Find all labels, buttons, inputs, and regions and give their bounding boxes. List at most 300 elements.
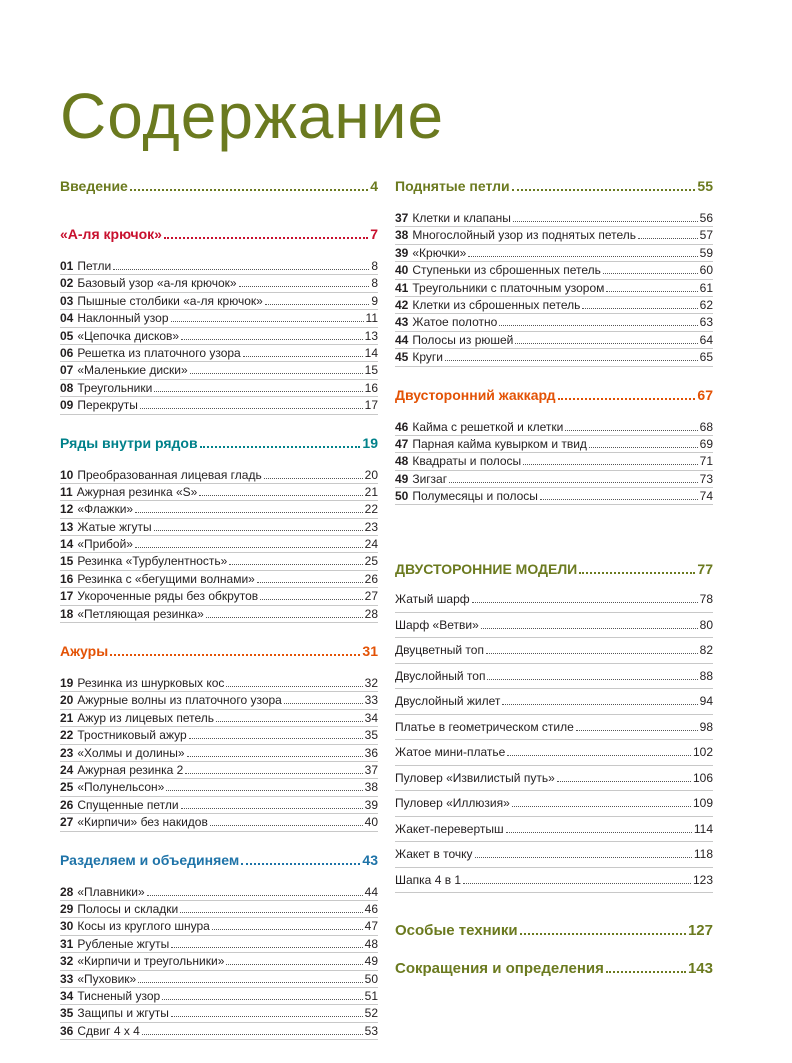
toc-entry-list [60, 884, 378, 1041]
toc-model-entry[interactable] [395, 791, 713, 817]
toc-entry[interactable] [60, 310, 378, 327]
toc-entry[interactable] [60, 953, 378, 970]
entry-page: 123 [692, 872, 713, 887]
dot-leader [190, 373, 363, 374]
toc-entry[interactable] [60, 1023, 378, 1040]
entry-page: 26 [364, 571, 378, 586]
toc-model-entry[interactable] [395, 638, 713, 664]
toc-section-heading-raised[interactable] [395, 176, 713, 196]
entry-title: Зигзаг [412, 471, 448, 486]
dot-leader [638, 238, 698, 239]
toc-entry[interactable] [60, 275, 378, 292]
entry-number: 05 [60, 328, 74, 343]
toc-entry[interactable] [60, 727, 378, 744]
dot-leader [187, 756, 363, 757]
toc-entry[interactable] [60, 779, 378, 796]
dot-leader [502, 704, 697, 705]
entry-page: 56 [699, 211, 713, 225]
toc-entry[interactable] [395, 436, 713, 453]
entry-number: 14 [60, 537, 74, 552]
toc-model-entry[interactable] [395, 817, 713, 843]
entry-number: 01 [60, 259, 74, 273]
toc-model-entry[interactable] [395, 587, 713, 613]
entry-number: 08 [60, 380, 74, 395]
section-title: Поднятые петли [395, 178, 510, 194]
entry-title: Жатые жгуты [77, 519, 152, 534]
entry-number: 38 [395, 228, 409, 243]
entry-title: Жакет в точку [395, 847, 473, 862]
entry-page: 15 [364, 363, 378, 378]
entry-title: «Прибой» [77, 537, 133, 552]
entry-title: Ажур из лицевых петель [77, 710, 215, 725]
toc-model-entry[interactable] [395, 766, 713, 792]
entry-title: Тростниковый ажур [77, 728, 187, 743]
section-title: «А-ля крючок» [60, 226, 162, 242]
toc-entry[interactable] [60, 571, 378, 588]
entry-page: 60 [699, 263, 713, 278]
toc-entry[interactable] [60, 484, 378, 501]
entry-page: 8 [371, 259, 378, 273]
entry-title: Спущенные петли [77, 797, 179, 812]
dot-leader [140, 408, 363, 409]
toc-section-heading-lace[interactable] [60, 641, 378, 661]
entry-title: Жакет-перевертыш [395, 821, 504, 836]
dot-leader [540, 499, 698, 500]
entry-title: Двуцветный топ [395, 643, 484, 658]
toc-entry[interactable] [60, 536, 378, 553]
entry-page: 57 [699, 228, 713, 243]
toc-entry[interactable] [395, 210, 713, 227]
entry-number: 22 [60, 728, 74, 743]
toc-entry[interactable] [60, 258, 378, 275]
toc-entry[interactable] [60, 328, 378, 345]
entry-title: Базовый узор «а-ля крючок» [77, 276, 237, 291]
dot-leader [113, 269, 369, 270]
dot-leader [260, 599, 363, 600]
entry-page: 106 [692, 770, 713, 785]
toc-section-heading-divide[interactable] [60, 850, 378, 870]
entry-page: 17 [364, 398, 378, 413]
dot-leader [185, 773, 362, 774]
dot-leader [154, 391, 362, 392]
entry-number: 30 [60, 919, 74, 934]
entry-title: Жатый шарф [395, 592, 470, 607]
dot-leader [507, 755, 691, 756]
dot-leader [487, 679, 697, 680]
entry-title: Пуловер «Извилистый путь» [395, 770, 555, 785]
dot-leader [513, 221, 698, 222]
entry-page: 74 [699, 489, 713, 504]
entry-title: Клетки из сброшенных петель [412, 297, 581, 312]
dot-leader [166, 790, 362, 791]
entry-page: 48 [364, 936, 378, 951]
entry-page: 59 [699, 245, 713, 260]
dot-leader [239, 286, 370, 287]
entry-title: Преобразованная лицевая гладь [77, 467, 262, 482]
entry-title: Ажурная резинка «S» [76, 484, 198, 499]
toc-entry[interactable] [60, 710, 378, 727]
entry-page: 88 [699, 668, 713, 683]
toc-entry[interactable] [395, 471, 713, 488]
entry-page: 49 [364, 954, 378, 969]
toc-entry[interactable] [60, 988, 378, 1005]
entry-page: 24 [364, 537, 378, 552]
toc-entry[interactable] [395, 314, 713, 331]
dot-leader [130, 189, 368, 191]
entry-page: 38 [364, 780, 378, 795]
entry-title: Шарф «Ветви» [395, 617, 479, 632]
toc-entry-list [395, 210, 713, 367]
section-page: 143 [687, 960, 713, 978]
toc-model-entry[interactable] [395, 740, 713, 766]
entry-page: 62 [699, 297, 713, 312]
entry-page: 36 [364, 745, 378, 760]
dot-leader [241, 863, 360, 865]
dot-leader [180, 912, 362, 913]
section-page: 43 [362, 851, 378, 868]
toc-entry[interactable] [395, 419, 713, 436]
toc-entry[interactable] [60, 675, 378, 692]
toc-right-column [395, 176, 713, 993]
entry-page: 28 [364, 606, 378, 621]
toc-model-entry[interactable] [395, 715, 713, 741]
entry-number: 21 [60, 710, 74, 725]
dot-leader [216, 721, 363, 722]
toc-entry[interactable] [60, 501, 378, 518]
entry-page: 35 [364, 728, 378, 743]
entry-title: Петли [77, 259, 112, 273]
dot-leader [445, 360, 698, 361]
entry-number: 44 [395, 332, 409, 347]
entry-page: 65 [699, 350, 713, 365]
toc-entry[interactable] [60, 519, 378, 536]
dot-leader [558, 398, 696, 400]
entry-page: 40 [364, 815, 378, 830]
dot-leader [171, 1016, 363, 1017]
entry-page: 69 [699, 436, 713, 451]
entry-number: 17 [60, 589, 74, 604]
dot-leader [515, 343, 697, 344]
entry-title: Рубленые жгуты [77, 936, 170, 951]
entry-page: 11 [365, 311, 378, 326]
entry-number: 10 [60, 467, 74, 482]
dot-leader [589, 447, 698, 448]
entry-number: 16 [60, 571, 74, 586]
entry-page: 8 [371, 276, 378, 291]
entry-title: Косы из круглого шнура [77, 919, 210, 934]
section-title: Разделяем и объединяем [60, 851, 240, 868]
entry-number: 37 [395, 211, 409, 225]
dot-leader [557, 781, 691, 782]
entry-title: Жатое мини-платье [395, 745, 506, 760]
entry-number: 19 [60, 676, 74, 691]
entry-number: 12 [60, 502, 74, 517]
toc-entry[interactable] [395, 488, 713, 505]
entry-page: 50 [364, 971, 378, 986]
dot-leader [138, 982, 362, 983]
entry-title: Перекруты [77, 398, 138, 413]
toc-left-column [60, 176, 378, 1040]
entry-title: Наклонный узор [77, 311, 169, 326]
dot-leader [506, 832, 692, 833]
toc-entry[interactable] [60, 745, 378, 762]
page-title: Содержание [60, 80, 445, 152]
toc-entry[interactable] [60, 901, 378, 918]
toc-entry[interactable] [395, 453, 713, 470]
entry-number: 02 [60, 276, 74, 291]
toc-entry[interactable] [60, 588, 378, 605]
dot-leader [284, 703, 363, 704]
entry-number: 23 [60, 745, 74, 760]
entry-number: 29 [60, 901, 74, 916]
entry-page: 73 [699, 471, 713, 486]
toc-entry[interactable] [395, 332, 713, 349]
toc-entry[interactable] [60, 345, 378, 362]
toc-entry[interactable] [60, 293, 378, 310]
toc-entry[interactable] [60, 692, 378, 709]
entry-title: Треугольники [77, 380, 153, 395]
toc-entry[interactable] [60, 797, 378, 814]
dot-leader [206, 617, 363, 618]
section-title: ДВУСТОРОННИЕ МОДЕЛИ [395, 561, 578, 578]
dot-leader [135, 547, 363, 548]
entry-title: Сдвиг 4 х 4 [77, 1023, 140, 1038]
dot-leader [606, 971, 686, 973]
toc-entry[interactable] [60, 936, 378, 953]
section-page: 127 [687, 922, 713, 940]
dot-leader [523, 464, 697, 465]
section-page: 7 [370, 226, 378, 242]
toc-entry[interactable] [395, 297, 713, 314]
dot-leader [520, 933, 686, 935]
entry-number: 15 [60, 554, 74, 569]
toc-model-entry[interactable] [395, 868, 713, 894]
entry-title: Круги [412, 350, 443, 365]
entry-page: 64 [699, 332, 713, 347]
toc-entry[interactable] [60, 814, 378, 831]
entry-page: 13 [364, 328, 378, 343]
toc-intro-heading[interactable] [60, 176, 378, 196]
dot-leader [135, 512, 363, 513]
entry-number: 40 [395, 263, 409, 278]
dot-leader [171, 947, 362, 948]
toc-entry[interactable] [60, 362, 378, 379]
toc-entry[interactable] [395, 227, 713, 244]
entry-title: «Кирпичи» без накидов [77, 815, 208, 830]
entry-number: 27 [60, 815, 74, 830]
entry-title: Треугольники с платочным узором [412, 280, 605, 295]
toc-model-entry[interactable] [395, 664, 713, 690]
dot-leader [226, 964, 362, 965]
section-title: Ряды внутри рядов [60, 434, 198, 451]
entry-number: 26 [60, 797, 74, 812]
toc-entry[interactable] [60, 762, 378, 779]
section-title: Особые техники [395, 922, 518, 940]
entry-number: 49 [395, 471, 409, 486]
dot-leader [164, 237, 368, 239]
entry-number: 24 [60, 762, 74, 777]
toc-entry[interactable] [60, 467, 378, 484]
entry-page: 80 [699, 617, 713, 632]
entry-page: 102 [692, 745, 713, 760]
entry-page: 37 [364, 762, 378, 777]
entry-title: Решетка из платочного узора [77, 345, 241, 360]
entry-number: 45 [395, 350, 409, 365]
entry-page: 22 [364, 502, 378, 517]
dot-leader [576, 730, 698, 731]
entry-title: Тисненый узор [77, 988, 161, 1003]
entry-title: Пышные столбики «а-ля крючок» [77, 293, 263, 308]
toc-entry[interactable] [60, 397, 378, 414]
entry-page: 52 [364, 1006, 378, 1021]
entry-title: Полосы и складки [77, 901, 179, 916]
entry-title: «Кирпичи и треугольники» [77, 954, 225, 969]
dot-leader [463, 883, 691, 884]
entry-number: 47 [395, 436, 409, 451]
entry-page: 39 [364, 797, 378, 812]
toc-entry-list [395, 419, 713, 506]
toc-entry[interactable] [395, 262, 713, 279]
entry-number: 11 [60, 484, 73, 499]
entry-page: 51 [364, 988, 378, 1003]
section-title: Двусторонний жаккард [395, 386, 556, 403]
entry-number: 31 [60, 936, 74, 951]
entry-title: «Плавники» [77, 884, 145, 899]
entry-title: Жатое полотно [412, 315, 498, 330]
entry-page: 114 [693, 821, 713, 836]
section-page: 67 [697, 386, 713, 403]
entry-title: Квадраты и полосы [412, 454, 522, 469]
entry-title: «Крючки» [412, 245, 467, 260]
toc-entry[interactable] [395, 349, 713, 366]
entry-number: 20 [60, 693, 74, 708]
toc-entry-list [60, 675, 378, 832]
section-title: Ажуры [60, 643, 109, 660]
entry-page: 21 [364, 484, 378, 499]
dot-leader [142, 1034, 363, 1035]
entry-title: Платье в геометрическом стиле [395, 719, 574, 734]
section-page: 55 [697, 178, 713, 194]
dot-leader [162, 999, 362, 1000]
entry-page: 71 [699, 454, 713, 469]
toc-entry[interactable] [395, 280, 713, 297]
entry-number: 03 [60, 293, 74, 308]
entry-number: 39 [395, 245, 409, 260]
toc-section-heading-crochet[interactable] [60, 224, 378, 244]
entry-page: 82 [699, 643, 713, 658]
toc-entry[interactable] [395, 245, 713, 262]
toc-entry[interactable] [60, 553, 378, 570]
toc-entry[interactable] [60, 971, 378, 988]
toc-section-heading-abbr[interactable] [395, 959, 713, 979]
dot-leader [171, 321, 364, 322]
toc-model-entry[interactable] [395, 689, 713, 715]
entry-title: Двуслойный топ [395, 668, 486, 683]
toc-section-heading-models[interactable] [395, 559, 713, 579]
dot-leader [110, 654, 360, 656]
entry-page: 27 [364, 589, 378, 604]
entry-page: 118 [693, 847, 713, 862]
section-title: Введение [60, 178, 128, 194]
toc-entry[interactable] [60, 918, 378, 935]
entry-title: Шапка 4 в 1 [395, 872, 462, 887]
section-title: Сокращения и определения [395, 960, 604, 978]
entry-title: Кайма с решеткой и клетки [412, 419, 564, 434]
toc-section-heading-jacquard[interactable] [395, 385, 713, 405]
entry-title: Резинка «Турбулентность» [77, 554, 228, 569]
dot-leader [189, 738, 363, 739]
entry-number: 07 [60, 363, 74, 378]
entry-page: 44 [364, 884, 378, 899]
entry-page: 109 [692, 796, 713, 811]
entry-page: 34 [364, 710, 378, 725]
entry-title: Многослойный узор из поднятых петель [412, 228, 636, 243]
entry-page: 61 [699, 280, 713, 295]
dot-leader [181, 808, 363, 809]
section-page: 19 [362, 434, 378, 451]
toc-entry-list [60, 467, 378, 624]
dot-leader [264, 478, 363, 479]
entry-page: 94 [699, 694, 713, 709]
entry-number: 43 [395, 315, 409, 330]
toc-entry-list [60, 258, 378, 415]
toc-model-entry[interactable] [395, 842, 713, 868]
entry-title: Защипы и жгуты [77, 1006, 169, 1021]
toc-section-heading-rows[interactable] [60, 433, 378, 453]
entry-title: Двуслойный жилет [395, 694, 501, 709]
dot-leader [603, 273, 698, 274]
dot-leader [154, 530, 363, 531]
entry-number: 35 [60, 1006, 74, 1021]
dot-leader [147, 895, 363, 896]
entry-title: Ажурная резинка 2 [77, 762, 184, 777]
dot-leader [475, 857, 692, 858]
entry-number: 06 [60, 345, 74, 360]
entry-page: 98 [699, 719, 713, 734]
entry-page: 9 [371, 293, 378, 308]
dot-leader [449, 482, 698, 483]
toc-entry[interactable] [60, 884, 378, 901]
entry-title: «Холмы и долины» [77, 745, 185, 760]
entry-page: 14 [364, 345, 378, 360]
entry-page: 53 [364, 1023, 378, 1038]
entry-title: Пуловер «Иллюзия» [395, 796, 510, 811]
section-page: 77 [697, 561, 713, 578]
dot-leader [582, 308, 697, 309]
dot-leader [181, 339, 363, 340]
toc-section-heading-special[interactable] [395, 921, 713, 941]
dot-leader [210, 825, 363, 826]
entry-number: 33 [60, 971, 74, 986]
dot-leader [226, 686, 362, 687]
entry-number: 04 [60, 311, 74, 326]
dot-leader [468, 256, 697, 257]
entry-title: «Пуховик» [77, 971, 137, 986]
toc-entry[interactable] [60, 380, 378, 397]
entry-page: 78 [699, 592, 713, 607]
entry-title: Ступеньки из сброшенных петель [412, 263, 601, 278]
dot-leader [243, 356, 363, 357]
toc-entry[interactable] [60, 606, 378, 623]
entry-number: 41 [395, 280, 409, 295]
toc-entry[interactable] [60, 1005, 378, 1022]
entry-title: «Петляющая резинка» [77, 606, 204, 621]
entry-page: 32 [364, 676, 378, 691]
entry-title: Ажурные волны из платочного узора [77, 693, 282, 708]
dot-leader [565, 430, 697, 431]
toc-model-entry[interactable] [395, 613, 713, 639]
entry-page: 23 [364, 519, 378, 534]
